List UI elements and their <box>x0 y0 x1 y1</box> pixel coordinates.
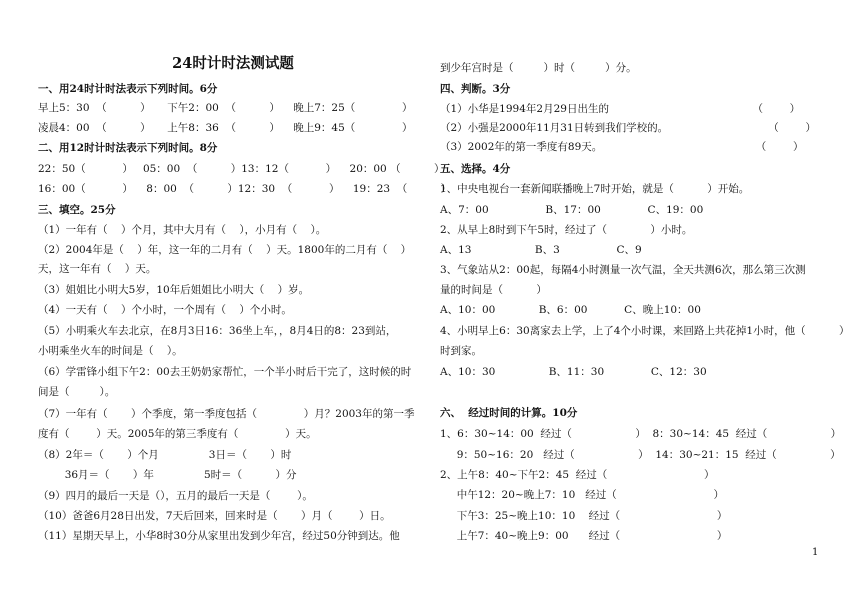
question-line: 1、6：30~14：00 经过（ ） 8：30~14：45 经过（ ） <box>440 428 842 440</box>
question-line: （3）姐姐比小明大5岁，10年后姐姐比小明大（ ）岁。 <box>38 284 310 296</box>
question-line: （11）星期天早上，小华8时30分从家里出发到少年宫，经过50分钟到达。他 <box>38 530 400 542</box>
question-line: （4）一天有（ ）个小时，一个周有（ ）个小时。 <box>38 304 292 316</box>
question-line: 天，这一年有（ ）天。 <box>38 263 157 275</box>
question-line: 3、气象站从2：00起，每隔4小时测量一次气温，全天共测6次，那么第三次测 <box>440 264 806 276</box>
question-line: （6）学雷锋小组下午2：00去王奶奶家帮忙，一个半小时后干完了，这时候的时 <box>38 366 412 378</box>
question-line: 中午12：20~晚上7：10 经过（ ） <box>440 489 725 501</box>
question-line: 22：50（ ） 05：00 （ ）13：12（ ） 20：00 （ ） <box>38 163 445 175</box>
section-heading: 一、用24时计时法表示下列时间。6分 <box>38 83 218 95</box>
question-line: 度有（ ）天。2005年的第三季度有（ ）天。 <box>38 428 317 440</box>
question-line: 下午3：25~晚上10：10 经过（ ） <box>440 510 728 522</box>
page-number: 1 <box>812 547 819 558</box>
question-line: 36月＝（ ）年 5时＝（ ）分 <box>38 469 297 481</box>
question-line: （7）一年有（ ）个季度，第一季度包括（ ）月？2003年的第一季 <box>38 408 415 420</box>
question-line: （8）2年＝（ ）个月 3日＝（ ）时 <box>38 449 292 461</box>
question-line: 2、上午8：40~下午2：45 经过（ ） <box>440 469 715 481</box>
question-line: 16：00（ ） 8：00 （ ）12：30 （ ） 19：23 （ ） <box>38 183 452 195</box>
question-line: （10）爸爸6月28日出发，7天后回来，回来时是（ ）月（ ）日。 <box>38 510 391 522</box>
question-line: 到少年宫时是（ ）时（ ）分。 <box>440 62 637 74</box>
question-line: （1）一年有（ ）个月，其中大月有（ ），小月有（ ）。 <box>38 224 327 236</box>
question-line: 4、小明早上6：30离家去上学，上了4个小时课，来回路上共花掉1小时，他（ ） <box>440 325 850 337</box>
question-line: 量的时间是（ ） <box>440 284 547 296</box>
question-line: 2、从早上8时到下午5时，经过了（ ）小时。 <box>440 224 693 236</box>
question-line: A、10：00 B、6：00 C、晚上10：00 <box>440 304 701 316</box>
question-line: 9：50~16：20 经过（ ） 14：30~21：15 经过（ ） <box>440 449 841 461</box>
question-line: 小明乘坐火车的时间是（ ）。 <box>38 345 183 357</box>
question-line: 凌晨4：00 （ ） 上午8：36 （ ） 晚上9：45（ ） <box>38 122 413 134</box>
question-line: （1）小华是1994年2月29日出生的 （ ） <box>440 103 801 115</box>
question-line: （2）小强是2000年11月31日转到我们学校的。 （ ） <box>440 122 816 134</box>
question-line: 1、中央电视台一套新闻联播晚上7时开始，就是（ ）开始。 <box>440 183 750 195</box>
question-line: 间是（ ）。 <box>38 386 116 398</box>
question-line: 早上5：30 （ ） 下午2：00 （ ） 晚上7：25（ ） <box>38 102 413 114</box>
question-line: 时到家。 <box>440 345 482 357</box>
section-heading: 五、选择。4分 <box>440 163 511 175</box>
page-title: 24时计时法测试题 <box>172 55 294 72</box>
question-line: A、7：00 B、17：00 C、19：00 <box>440 204 704 216</box>
section-heading: 三、填空。25分 <box>38 204 116 216</box>
question-line: 上午7：40~晚上9：00 经过（ ） <box>440 530 728 542</box>
question-line: A、13 B、3 C、9 <box>440 244 642 256</box>
section-heading: 六、 经过时间的计算。10分 <box>440 407 578 419</box>
question-line: （5）小明乘火车去北京，在8月3日16：36坐上车，，8月4日的8：23到站， <box>38 325 397 337</box>
question-line: （2）2004年是（ ）年，这一年的二月有（ ）天。1800年的二月有（ ） <box>38 244 412 256</box>
section-heading: 二、用12时计时法表示下列时间。8分 <box>38 142 218 154</box>
section-heading: 四、判断。3分 <box>440 83 511 95</box>
question-line: A、10：30 B、11：30 C、12：30 <box>440 366 707 378</box>
question-line: （3）2002年的第一季度有89天。 （ ） <box>440 141 804 153</box>
question-line: （9）四月的最后一天是（），五月的最后一天是（ ）。 <box>38 490 313 502</box>
